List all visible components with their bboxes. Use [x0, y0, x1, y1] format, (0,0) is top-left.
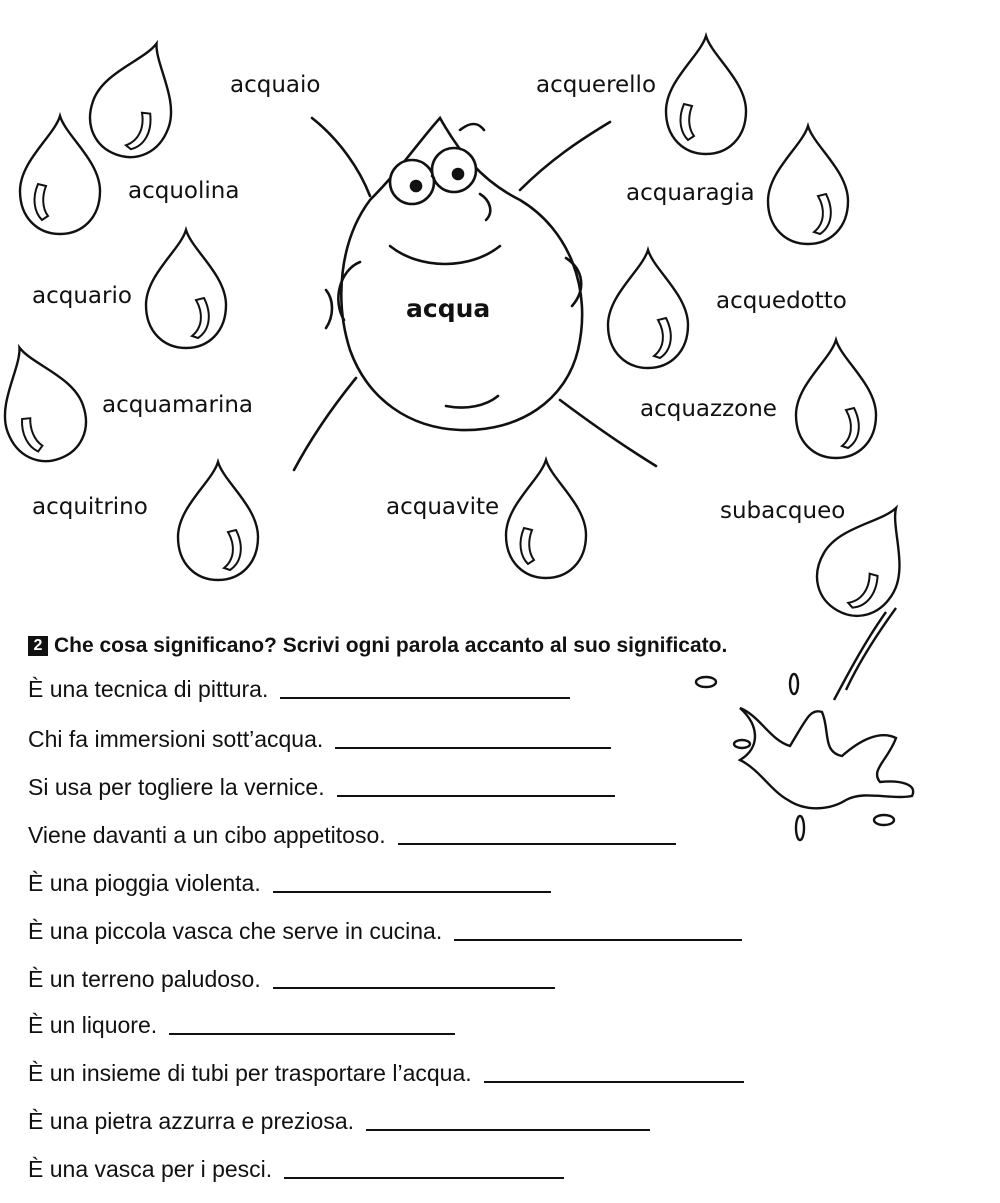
drop-icon — [146, 230, 226, 348]
drop-icon — [20, 116, 100, 234]
word-acquitrino: acquitrino — [32, 494, 148, 520]
drop-icon — [796, 340, 876, 458]
drop-icon — [178, 462, 258, 580]
drop-icon — [666, 36, 746, 154]
answer-blank[interactable] — [273, 890, 551, 893]
definition-item: È una tecnica di pittura. — [28, 676, 570, 703]
word-subacqueo: subacqueo — [720, 498, 846, 524]
word-acquerello: acquerello — [536, 72, 657, 98]
answer-blank[interactable] — [169, 1032, 455, 1035]
answer-blank[interactable] — [398, 842, 676, 845]
answer-blank[interactable] — [335, 746, 611, 749]
definition-item: È una pietra azzurra e preziosa. — [28, 1108, 650, 1135]
definition-item: È una vasca per i pesci. — [28, 1156, 564, 1183]
drop-icon — [768, 126, 848, 244]
answer-blank[interactable] — [366, 1128, 650, 1131]
drop-icon — [506, 460, 586, 578]
answer-blank[interactable] — [484, 1080, 744, 1083]
word-acquolina: acquolina — [128, 178, 240, 204]
drop-icon — [79, 30, 195, 168]
definition-item: Chi fa immersioni sott’acqua. — [28, 726, 611, 753]
drop-icon — [608, 250, 688, 368]
definition-item: È un terreno paludoso. — [28, 966, 555, 993]
exercise-number: 2 — [28, 636, 48, 656]
answer-blank[interactable] — [454, 938, 742, 941]
exercise-instruction: Che cosa significano? Scrivi ogni parola accanto al suo significato. — [54, 634, 728, 657]
definition-item: È una pioggia violenta. — [28, 870, 551, 897]
word-acquamarina: acquamarina — [102, 392, 254, 418]
definition-item: Si usa per togliere la vernice. — [28, 774, 615, 801]
answer-blank[interactable] — [284, 1176, 564, 1179]
drop-icon — [0, 334, 97, 472]
word-acquedotto: acquedotto — [716, 288, 847, 314]
definition-item: È un insieme di tubi per trasportare l’acqua. — [28, 1060, 744, 1087]
center-word: acqua — [406, 294, 491, 323]
answer-blank[interactable] — [273, 986, 555, 989]
definition-item: È una piccola vasca che serve in cucina. — [28, 918, 742, 945]
word-acquaio: acquaio — [230, 72, 321, 98]
answer-blank[interactable] — [280, 696, 570, 699]
exercise-title — [28, 634, 727, 658]
definition-item: Viene davanti a un cibo appetitoso. — [28, 822, 676, 849]
word-acquario: acquario — [32, 283, 132, 309]
word-acquaragia: acquaragia — [626, 180, 755, 206]
splash-icon — [696, 608, 913, 840]
word-acquazzone: acquazzone — [640, 396, 777, 422]
word-acquavite: acquavite — [386, 494, 500, 520]
definition-item: È un liquore. — [28, 1012, 455, 1039]
answer-blank[interactable] — [337, 794, 615, 797]
